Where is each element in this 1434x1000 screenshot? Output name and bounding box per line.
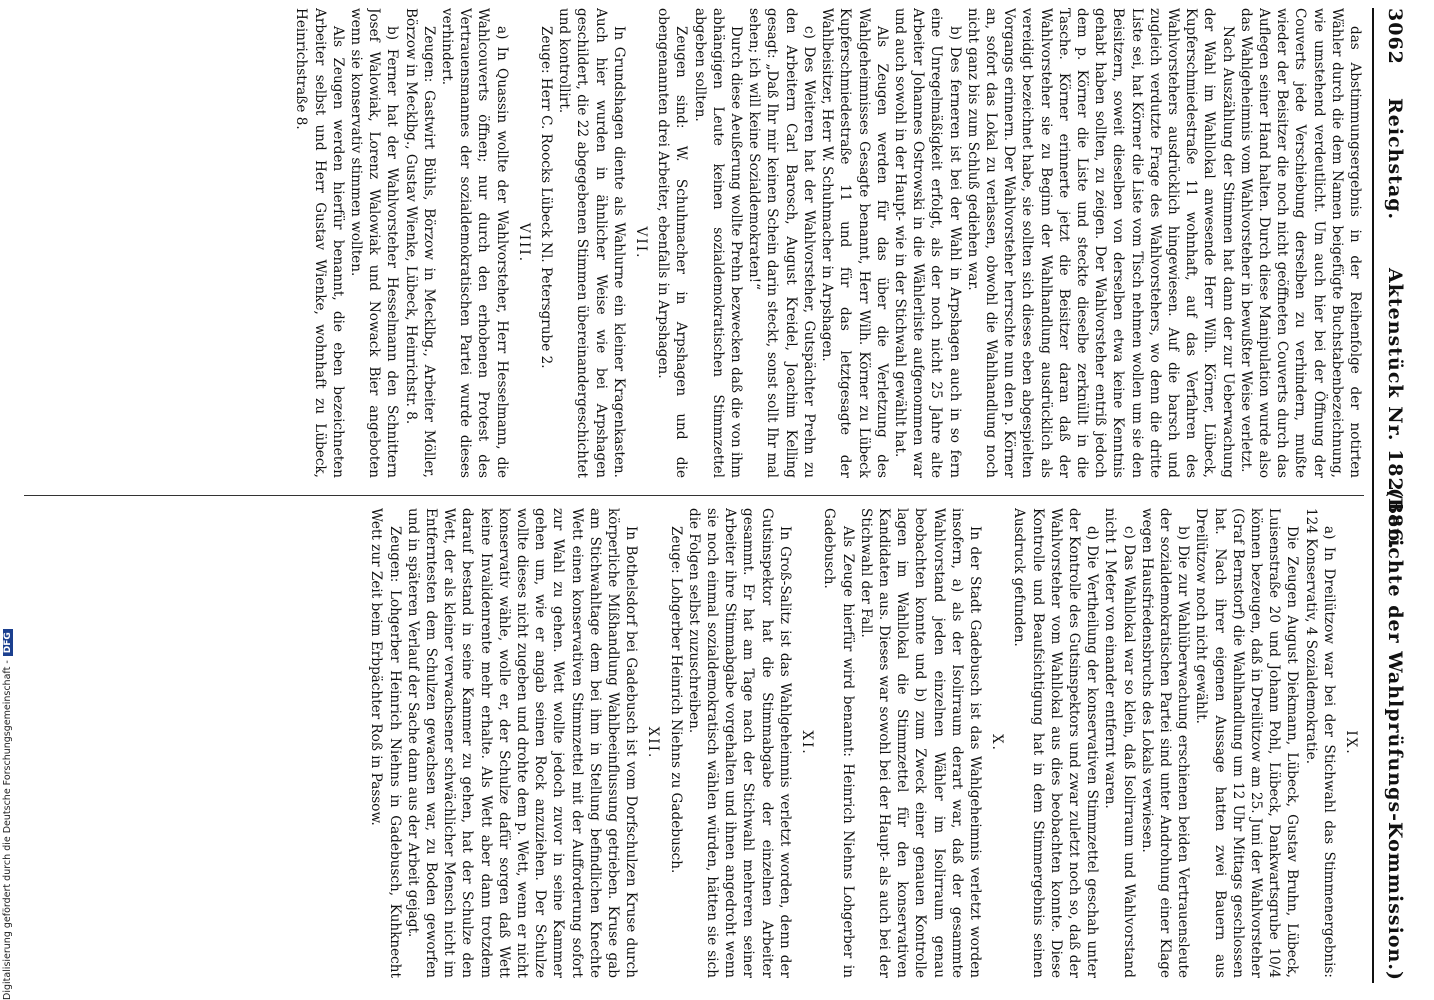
witness-line: Zeugen: Gastwirt Bühls, Börzow in Mecklbg., Arbeiter Möller, Börzow in Mecklbg., Gustav Wienke, Lübeck, Heinrichstr. 8.: [402, 8, 437, 478]
paragraph: b) Die zur Wahlüberwachung erschienen beiden Vertrauensleute der sozialdemokratischen Partei sind unter Androhung einer Klage wegen Hausfriedensbruchs des Lokals verwiesen.: [1138, 508, 1192, 978]
paragraph: Als Zeugen werden hierfür benannt, die eben bezeichneten Arbeiter selbst und Herr Gustav Wienke, wohnhaft zu Lübeck, Heinrichstraße 8.: [293, 8, 346, 478]
section-heading: XII.: [645, 726, 662, 760]
publication-title: Reichstag.: [1384, 98, 1406, 221]
witness-line: Als Zeuge hierfür wird benannt: Heinrich Niehns Lohgerber in Gadebusch.: [821, 508, 856, 978]
page-number: 3062: [1384, 8, 1406, 65]
left-column: [24, 8, 1364, 478]
paragraph: a) In Quassin wollte der Wahlvorsteher, Herr Hesselmann, die Wahlcouverts öffnen; nur durch den erhobenen Protest des Vertrauensmannes der sozialdemokratischen Partei wurde dieses verhindert.: [439, 8, 510, 478]
paragraph: a) In Dreilützow war bei der Stichwahl das Stimmenergebnis: 124 Konservativ, 4 Sozialdemokratie.: [1302, 508, 1337, 978]
paragraph: In der Stadt Gadebusch ist das Wahlgeheimnis verletzt worden insofern, a) als der Isolirraum derart war, daß der gesammte Wahlvorstand jeden einzelnen Wähler im Isolirraum genau beobachten konnte und b) zum Zweck einer genauen Kontrolle lagen im Wahllokal die Stimmzettel für den konservativen Kandidaten aus. Dieses war sowohl bei der Haupt- als auch bei der Stichwahl der Fall.: [857, 508, 983, 978]
paragraph: b) Des ferneren ist bei der Wahl in Arpshagen auch in so fern eine Unregelmäßigkeit erfolgt, als der noch nicht 25 Jahre alte Arbeiter Johannes Ostrowski in die Wählerliste aufgenommen war und auch sowohl in der Haupt- wie in der Stichwahl gewählt hat.: [891, 8, 963, 478]
document-number: Aktenstück Nr. 182/186.: [1384, 268, 1406, 550]
paragraph: Durch diese Aeußerung wollte Prehn bezwecken daß die von ihm abhängigen Leute keinen sozialdemokratischen Stimmzettel abgeben sollten.: [691, 8, 745, 478]
dfg-logo: DFG: [3, 629, 13, 656]
witness-line: Zeugen sind: W. Schuhmacher in Arpshagen und die obengenannten drei Arbeiter, ebenfalls in Arpshagen.: [655, 8, 690, 478]
column-divider: [24, 495, 1364, 496]
paragraph: c) Das Wahllokal war so klein, daß Isolirraum und Wahlvorstand nicht 1 Meter von einander entfernt waren.: [1102, 508, 1137, 978]
paragraph: Nach Auszählung der Stimmen hat dann der zur Ueberwachung der Wahl im Wahllokal anwesende Herr Wilh. Körner, Lübeck, Kupferschmiedestraße 11 wohnhaft, auf das Verfahren des Wahlvorstehers ausdrücklich hingewiesen. Auf die barsch und zugleich verdutzte Frage des Wahlvorstehers, wo denn die dritte Liste sei, hat Körner die Liste vom Tisch nehmen wollen um sie den Beisitzern, soweit dieselben von derselben etwa keine Kenntnis gehabt haben sollten, zu zeigen. Der Wahlvorsteher entriß jedoch dem p. Körner die Liste und steckte dieselbe zerknüllt in die Tasche. Körner erinnerte jetzt die Beisitzer daran daß der Wahlvorsteher sie zu Beginn der Wahlhandlung ausdrücklich als vereidigt bezeichnet habe, sie sollten sich dieses eben abgespielten Vorgangs erinnern. Der Wahlvorsteher herrschte nun den p. Körner an, sofort das Lokal zu verlassen, obwohl die Wahlhandlung noch nicht ganz bis zum Schluß gediehen war.: [964, 8, 1236, 478]
witness-line: Zeugen: Lohgerber Heinrich Niehns in Gadebusch, Kuhknecht Wett zur Zeit beim Erbpächter Roß in Passow.: [368, 508, 403, 978]
paragraph: In Groß-Salitz ist das Wahlgeheimnis verletzt worden, denn der Gutsinspektor hat die Stimmabgabe der einzelnen Arbeiter gesammt. Er hat am Tage nach der Stichwahl mehreren seiner Arbeiter ihre Stimmabgabe vorgehalten und ihnen angedroht wenn sie noch einmal sozialdemokratisch wählen würden, hätten sie sich die Folgen selbst zuzuschreiben.: [685, 508, 793, 978]
paragraph: c) Des Weiteren hat der Wahlvorsteher, Gutspächter Prehn zu den Arbeitern Carl Barosch, August Kreidel, Joachim Kelling gesagt: „Daß Ihr mir keinen Schein darin steckt, sonst sollt Ihr mal sehen; ich will keine Sozialdemokraten!“: [746, 8, 817, 478]
commission-title: (Berichte der Wahlprüfungs-Kommission.): [1384, 488, 1406, 981]
section-heading: VIII.: [515, 222, 532, 264]
paragraph: d) Die Vertheilung der konservativen Stimmzettel geschah unter der Kontrolle des Gutsinspektors und zwar zuletzt noch so, daß der Wahlvorsteher vom Wahllokal aus dies beobachten konnte. Diese Kontrolle und Beaufsichtigung hat in dem Stimmergebnis seinen Ausdruck gefunden.: [1011, 508, 1101, 978]
paragraph: b) Ferner hat der Wahlvorsteher Hesselmann den Schnittern Josef Walowiak, Lorenz Walowiak und Nowack Bier angeboten wenn sie konservativ stimmen wollten.: [348, 8, 401, 478]
paragraph: In Bothelsdorf bei Gadebusch ist vom Dorfschulzen Kruse durch körperliche Mißhandlung Wahlbeeinflussung getrieben. Kruse gab am Stichwahltage dem bei ihm in Stellung befindlichen Knechte Wett einen konservativen Stimmzettel mit der Aufforderung sofort zur Wahl zu gehen. Wett wollte jedoch zuvor in seine Kammer gehen um, wie er angab seinen Rock anzuziehen. Der Schulze wollte dieses nicht zugeben und drohte dem p. Wett, wenn er nicht konservativ wähle, wolle er, der Schulze dafür sorgen daß Wett keine Invalidenrente mehr erhalte. Als Wett aber dann trotzdem darauf bestand in seine Kammer zu gehen, hat der Schulze den Wett, der als kleiner verwachsener schwächlicher Mensch nicht im Entferntesten dem Schulzen gewachsen war, zu Boden geworfen und in späteren Verlauf der Sache dann aus der Arbeit gejagt.: [404, 508, 640, 978]
section-heading: IX.: [1343, 730, 1359, 756]
paragraph: Die Zeugen August Diekmann, Lübeck, Gustav Bruhn, Lübeck, Luisenstraße 20 und Johann Pohl, Lübeck, Dankwartsgrube 10/4 können bezeugen, daß in Dreilützow am 25. Juni der Wahlvorsteher (Graf Bernstorf) die Wahlhandlung um 12 Uhr Mittags geschlossen hat. Nach ihrer eigenen Aussage hatten zwei Bauern aus Dreilützow noch nicht gewählt.: [1193, 508, 1301, 978]
right-column: [24, 508, 1364, 978]
rotated-sheet: [10, 8, 1410, 983]
digitization-note-text: Digitalisierung gefördert durch die Deutsche Forschungsgemeinschaft -: [2, 660, 13, 1000]
page-header: [1374, 8, 1410, 983]
witness-line: Zeuge: Lohgerber Heinrich Niehns zu Gadebusch.: [667, 526, 684, 874]
paragraph: In Grundshagen diente als Wahlurne ein kleiner Kragenkasten. Auch hier wurden in ähnlicher Weise wie bei Arpshagen geschildert, die 22 abgegebenen Stimmen übereinandergeschichtet und kontrollirt.: [556, 8, 627, 478]
header-rule: [1372, 8, 1374, 983]
witness-line: Zeuge: Herr C. Roocks Lübeck Nl. Petersgrube 2.: [538, 26, 555, 369]
paragraph: Als Zeugen werden für das über die Verletzung des Wahlgeheimnisses Gesagte benannt, Herr Wilh. Körner zu Lübeck Kupferschmiedestraße 11 und für das letztgesagte der Wahlbeisitzer, Herr W. Schuhmacher in Arpshagen.: [819, 8, 890, 478]
paragraph: das Abstimmungsergebnis in der Reihenfolge der notirten Wähler durch die dem Namen beigefügte Buchstabenbezeichnung, wie umstehend verdeutlicht. Um auch hier bei der Öffnung der Couverts jede Verschiebung derselben zu verhindern, mußte wieder der Beisitzer die noch nicht geöffneten Couverts durch das Auflegen seiner Hand halten. Durch diese Manipulation wurde also das Wahlgeheimnis vom Wahlvorsteher in bewußter Weise verletzt.: [1237, 8, 1363, 478]
section-heading: VII.: [633, 226, 650, 260]
section-heading: X.: [989, 734, 1006, 752]
digitization-note: [2, 600, 16, 1000]
section-heading: XI.: [799, 730, 816, 756]
